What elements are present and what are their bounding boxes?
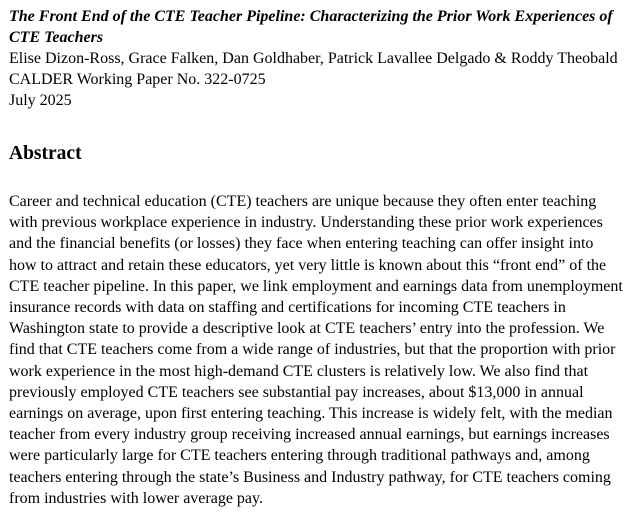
paper-title-line-1: The Front End of the CTE Teacher Pipeline: Characterizing the Prior Work Experiences of (9, 8, 613, 25)
abstract-line: teachers entering through the state’s Business and Industry pathway, for CTE teachers coming (9, 468, 611, 486)
abstract-line: with previous workplace experience in industry. Understanding these prior work experiences (9, 214, 603, 232)
abstract-line: Washington state to provide a descriptive look at CTE teachers’ entry into the profession. We (9, 320, 605, 338)
publication-date: July 2025 (9, 92, 72, 109)
paper-page (9, 6, 629, 509)
paper-title-line-2: CTE Teachers (9, 29, 104, 46)
working-paper-number: CALDER Working Paper No. 322-0725 (9, 71, 266, 88)
abstract-heading: Abstract (9, 143, 82, 164)
abstract-line: Career and technical education (CTE) teachers are unique because they often enter teaching (9, 193, 597, 210)
author-list: Elise Dizon-Ross, Grace Falken, Dan Goldhaber, Patrick Lavallee Delgado & Roddy Theobald (9, 50, 618, 67)
abstract-body (9, 191, 629, 509)
paper-header (9, 6, 629, 111)
abstract-line: earnings on average, upon first entering teaching. This increase is widely felt, with the median (9, 405, 613, 423)
abstract-line: previously employed CTE teachers see substantial pay increases, about $13,000 in annual (9, 383, 584, 401)
abstract-line: were particularly large for CTE teachers entering through traditional pathways and, among (9, 447, 590, 465)
abstract-line: work experience in the most high-demand CTE clusters is relatively low. We also find that (9, 362, 589, 380)
abstract-line: insurance records with data on staffing and certifications for incoming CTE teachers in (9, 299, 566, 317)
abstract-line: CTE teacher pipeline. In this paper, we link employment and earnings data from unemployment (9, 277, 623, 295)
abstract-line: and the financial benefits (or losses) they face when entering teaching can offer insight into (9, 235, 594, 253)
abstract-line: teacher from every industry group receiving increased annual earnings, but earnings increases (9, 426, 610, 444)
abstract-line: find that CTE teachers come from a wide range of industries, but that the proportion with prior (9, 341, 616, 359)
abstract-line: how to attract and retain these educators, yet very little is known about this “front end” of the (9, 256, 607, 274)
abstract-line: from industries with lower average pay. (9, 489, 263, 507)
